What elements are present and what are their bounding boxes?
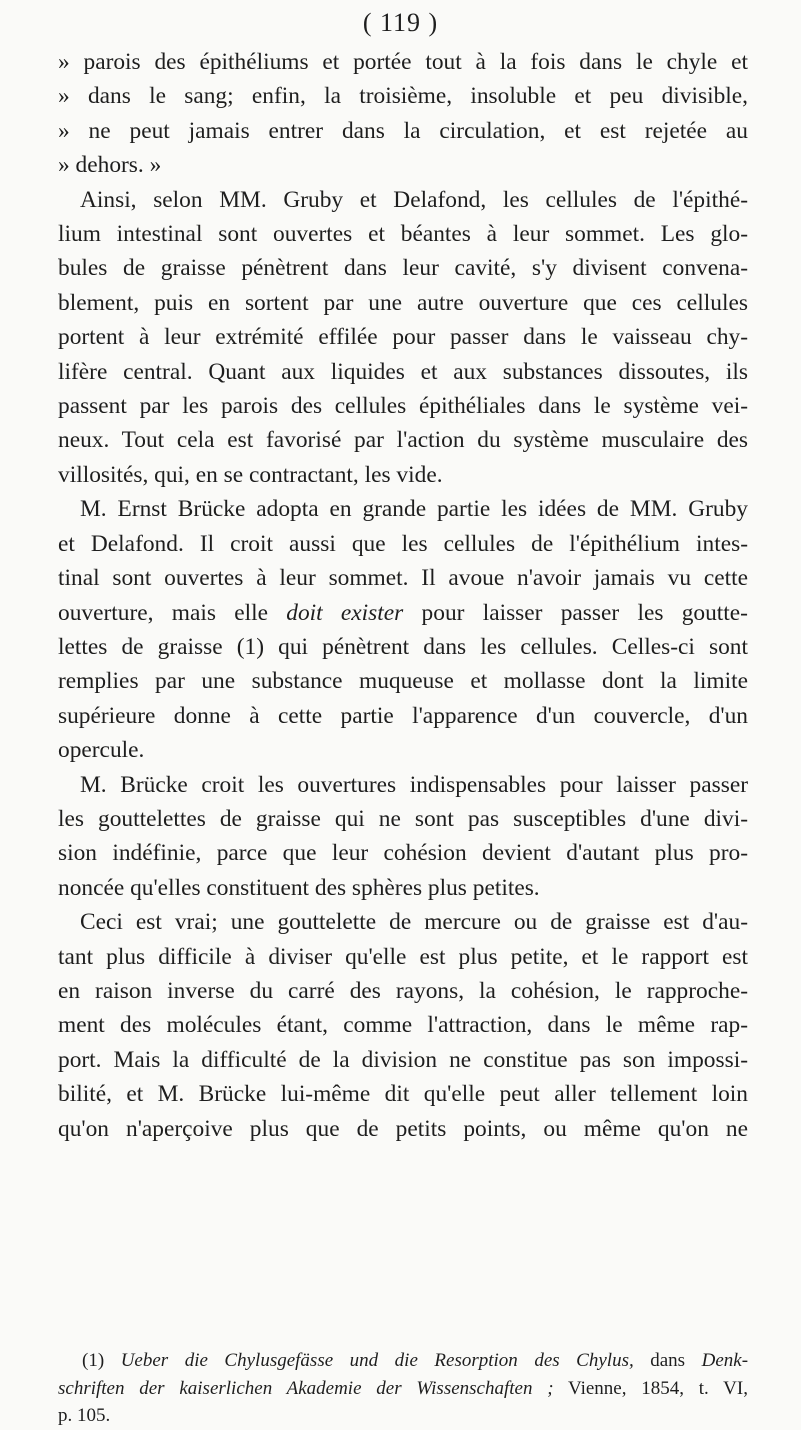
text-line-with-emphasis (58, 596, 748, 630)
footnote-place-date: Vienne, 1854, t. VI, (567, 1377, 748, 1399)
text-line: » dehors. » (58, 152, 162, 179)
page-number: ( 119 ) (362, 8, 439, 37)
text-line: portent à leur extrémité effilée pour passer dans le vaisseau chy- (58, 324, 748, 351)
text-line: » dans le sang; enfin, la troisième, insoluble et peu divisible, (58, 83, 748, 110)
text-line: tinal sont ouvertes à leur sommet. Il avoue n'avoir jamais vu cette (58, 565, 748, 592)
text-line: noncée qu'elles constituent des sphères plus petites. (58, 874, 540, 901)
body-text (58, 45, 748, 1146)
text-line: passent par les parois des cellules épithéliales dans le système vei- (58, 393, 748, 420)
footnote-line (82, 1347, 748, 1375)
text-line: qu'on n'aperçoive plus que de petits points, ou même qu'on ne (58, 1115, 748, 1142)
paragraph-start-line: Ceci est vrai; une gouttelette de mercure ou de graisse est d'au- (80, 909, 748, 936)
footnote (58, 1347, 749, 1430)
text-line: lifère central. Quant aux liquides et aux substances dissoutes, ils (58, 358, 748, 385)
text-line: » parois des épithéliums et portée tout à la fois dans le chyle et (58, 49, 748, 75)
footnote-line (58, 1375, 748, 1403)
text-line: et Delafond. Il croit aussi que les cellules de l'épithélium intes- (58, 530, 748, 557)
paragraph-start-line: M. Ernst Brücke adopta en grande partie les idées de MM. Gruby (80, 496, 748, 523)
text-line: supérieure donne à cette partie l'apparence d'un couvercle, d'un (58, 702, 748, 729)
text-line: opercule. (58, 737, 145, 764)
paragraph-start-line: M. Brücke croit les ouvertures indispensables pour laisser passer (80, 771, 748, 798)
text-line: » ne peut jamais entrer dans la circulation, et est rejetée au (58, 117, 748, 144)
text-line: sion indéfinie, parce que leur cohésion devient d'autant plus pro- (58, 840, 748, 867)
footnote-in: dans (650, 1350, 686, 1371)
text-segment: pour laisser passer les goutte- (421, 599, 748, 626)
text-line: en raison inverse du carré des rayons, la cohésion, le rapproche- (58, 977, 748, 1004)
footnote-title: Ueber die Chylusgefässe und die Resorption des Chylus, (120, 1350, 634, 1371)
footnote-source: schriften der kaiserlichen Akademie der Wissenschaften ; (58, 1377, 554, 1399)
text-segment: ouverture, mais elle (58, 599, 268, 626)
text-line: lium intestinal sont ouvertes et béantes à leur sommet. Les glo- (58, 221, 748, 248)
text-line: bilité, et M. Brücke lui-même dit qu'elle peut aller tellement loin (58, 1081, 748, 1108)
text-line: tant plus difficile à diviser qu'elle est plus petite, et le rapport est (58, 943, 748, 970)
text-line: les gouttelettes de graisse qui ne sont pas susceptibles d'une divi- (58, 805, 748, 832)
emphasis-text: doit exister (286, 599, 404, 626)
text-line: remplies par une substance muqueuse et mollasse dont la limite (58, 668, 748, 695)
text-line: blement, puis en sortent par une autre ouverture que ces cellules (58, 289, 748, 316)
text-line: villosités, qui, en se contractant, les vide. (58, 461, 443, 488)
paragraph-start-line: Ainsi, selon MM. Gruby et Delafond, les cellules de l'épithé- (80, 186, 748, 213)
text-line: port. Mais la difficulté de la division ne constitue pas son impossi- (58, 1046, 748, 1073)
footnote-marker: (1) (82, 1350, 105, 1371)
text-line: bules de graisse pénètrent dans leur cavité, s'y divisent convena- (58, 255, 748, 282)
text-line: lettes de graisse (1) qui pénètrent dans les cellules. Celles-ci sont (58, 633, 748, 660)
text-line: ment des molécules étant, comme l'attraction, dans le même rap- (58, 1012, 748, 1039)
footnote-pages: p. 105. (58, 1405, 111, 1426)
footnote-source: Denk- (701, 1350, 749, 1371)
text-line: neux. Tout cela est favorisé par l'action du système musculaire des (58, 427, 748, 454)
